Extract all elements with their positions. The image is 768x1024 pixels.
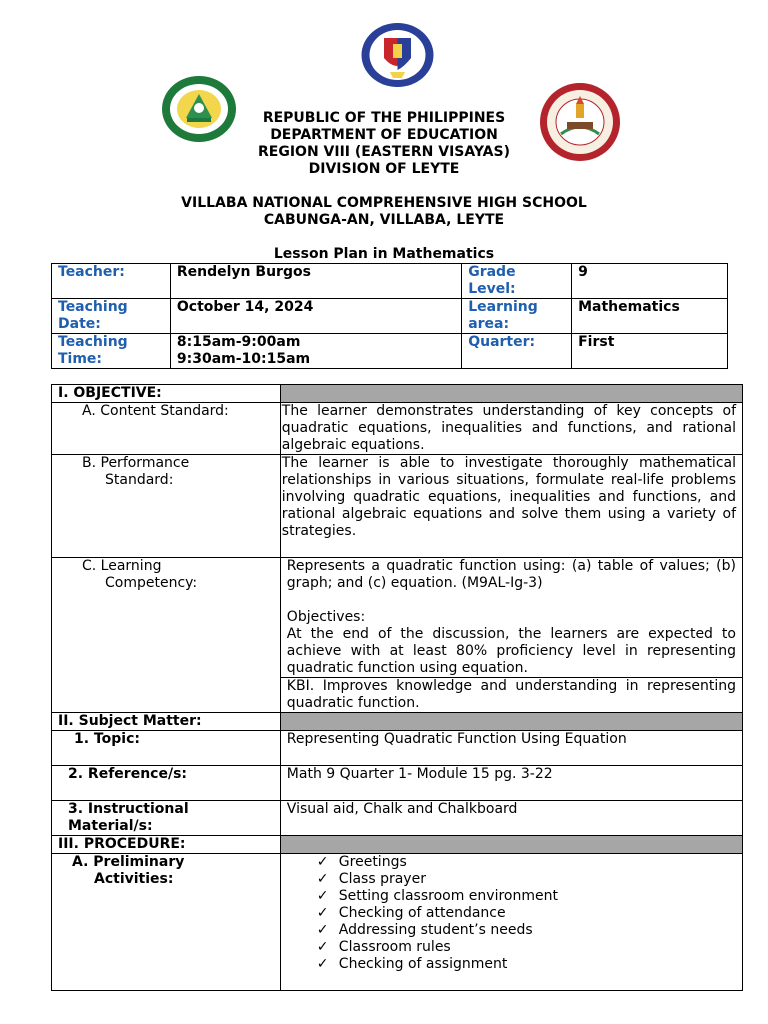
objective-row	[52, 385, 743, 403]
materials-label-line2: Material/s:	[68, 818, 153, 834]
preliminary-label	[52, 854, 281, 991]
teaching-date-value: October 14, 2024	[170, 299, 461, 334]
competency-label-line2: Competency:	[105, 575, 198, 591]
teacher-row	[52, 264, 728, 299]
materials-value: Visual aid, Chalk and Chalkboard	[280, 801, 742, 836]
performance-standard-text: The learner is able to investigate thoroughly mathematical relationships in various situations, formulate real-life problems involving quadratic equations, inequalities and functions, and rational algebraic equations and solve them using a variety of strategies.	[280, 455, 742, 558]
learning-competency-cell	[280, 558, 742, 678]
lesson-plan-table	[51, 384, 743, 991]
subject-matter-label: II. Subject Matter:	[52, 713, 281, 731]
performance-standard-row	[52, 455, 743, 558]
materials-label-line1: 3. Instructional	[68, 801, 189, 817]
preliminary-label-line2: Activities:	[94, 871, 174, 887]
performance-label-line1: B. Performance	[82, 455, 190, 471]
teaching-time-label: Teaching Time:	[52, 334, 171, 369]
preliminary-activities-cell	[280, 854, 742, 991]
republic-heading: REPUBLIC OF THE PHILIPPINES	[262, 110, 506, 126]
learning-competency-row	[52, 558, 743, 678]
objectives-heading: Objectives:	[286, 609, 366, 625]
subject-matter-row	[52, 713, 743, 731]
materials-row	[52, 801, 743, 836]
checkmark-icon: ✓	[316, 905, 329, 921]
performance-standard-label	[52, 455, 281, 558]
procedure-shade	[280, 836, 742, 854]
teaching-date-label: Teaching Date:	[52, 299, 171, 334]
teacher-value: Rendelyn Burgos	[170, 264, 461, 299]
checkmark-icon: ✓	[316, 888, 329, 904]
list-item: ✓ Addressing student’s needs	[316, 922, 533, 938]
checkmark-icon: ✓	[316, 939, 329, 955]
procedure-row	[52, 836, 743, 854]
list-item: ✓ Class prayer	[316, 871, 426, 887]
topic-row	[52, 731, 743, 766]
lesson-plan-title: Lesson Plan in Mathematics	[273, 246, 495, 262]
materials-label	[52, 801, 281, 836]
list-item: ✓ Setting classroom environment	[316, 888, 558, 904]
preliminary-label-line1: A. Preliminary	[72, 854, 185, 870]
teaching-time-value	[170, 334, 461, 369]
content-standard-text: The learner demonstrates understanding of key concepts of quadratic equations, inequalities and functions, and rational algebraic equations.	[280, 403, 742, 455]
subject-matter-shade	[280, 713, 742, 731]
teaching-time-1: 8:15am-9:00am	[176, 334, 301, 350]
teaching-time-2: 9:30am-10:15am	[176, 351, 311, 367]
department-heading: DEPARTMENT OF EDUCATION	[270, 127, 498, 143]
content-standard-label: A. Content Standard:	[52, 403, 281, 455]
quarter-value: First	[572, 334, 728, 369]
competency-text: Represents a quadratic function using: (a) table of values; (b) graph; and (c) equation. (M9AL-Ig-3)	[286, 558, 736, 591]
learning-competency-label	[52, 558, 281, 713]
content-standard-row	[52, 403, 743, 455]
activities-list	[287, 854, 736, 973]
grade-level-label: Grade Level:	[462, 264, 572, 299]
list-item: ✓ Classroom rules	[316, 939, 451, 955]
topic-label: 1. Topic:	[52, 731, 281, 766]
deped-seal	[360, 22, 435, 88]
competency-label-line1: C. Learning	[82, 558, 162, 574]
procedure-label: III. PROCEDURE:	[52, 836, 281, 854]
reference-row	[52, 766, 743, 801]
list-item: ✓ Checking of assignment	[316, 956, 508, 972]
checkmark-icon: ✓	[316, 854, 329, 870]
division-heading: DIVISION OF LEYTE	[308, 161, 460, 177]
objectives-text: At the end of the discussion, the learners are expected to achieve with at least 80% proficiency level in representing quadratic function using equation.	[286, 626, 736, 676]
teacher-label: Teacher:	[52, 264, 171, 299]
reference-value: Math 9 Quarter 1- Module 15 pg. 3-22	[280, 766, 742, 801]
region-heading: REGION VIII (EASTERN VISAYAS)	[258, 144, 510, 160]
date-row	[52, 299, 728, 334]
learning-area-value: Mathematics	[572, 299, 728, 334]
learning-area-label: Learning area:	[462, 299, 572, 334]
school-address: CABUNGA-AN, VILLABA, LEYTE	[263, 212, 505, 228]
teacher-info-table	[51, 263, 728, 369]
checkmark-icon: ✓	[316, 922, 329, 938]
preliminary-row	[52, 854, 743, 991]
checkmark-icon: ✓	[316, 871, 329, 887]
reference-label: 2. Reference/s:	[52, 766, 281, 801]
checkmark-icon: ✓	[316, 956, 329, 972]
objective-shade	[280, 385, 742, 403]
kbi-text: KBI. Improves knowledge and understanding in representing quadratic function.	[280, 678, 742, 713]
topic-value: Representing Quadratic Function Using Equation	[280, 731, 742, 766]
quarter-label: Quarter:	[462, 334, 572, 369]
time-row	[52, 334, 728, 369]
list-item: ✓ Greetings	[316, 854, 407, 870]
school-name: VILLABA NATIONAL COMPREHENSIVE HIGH SCHOOL	[181, 195, 587, 211]
objective-label: I. OBJECTIVE:	[52, 385, 281, 403]
list-item: ✓ Checking of attendance	[316, 905, 506, 921]
grade-level-value: 9	[572, 264, 728, 299]
performance-label-line2: Standard:	[105, 472, 174, 488]
